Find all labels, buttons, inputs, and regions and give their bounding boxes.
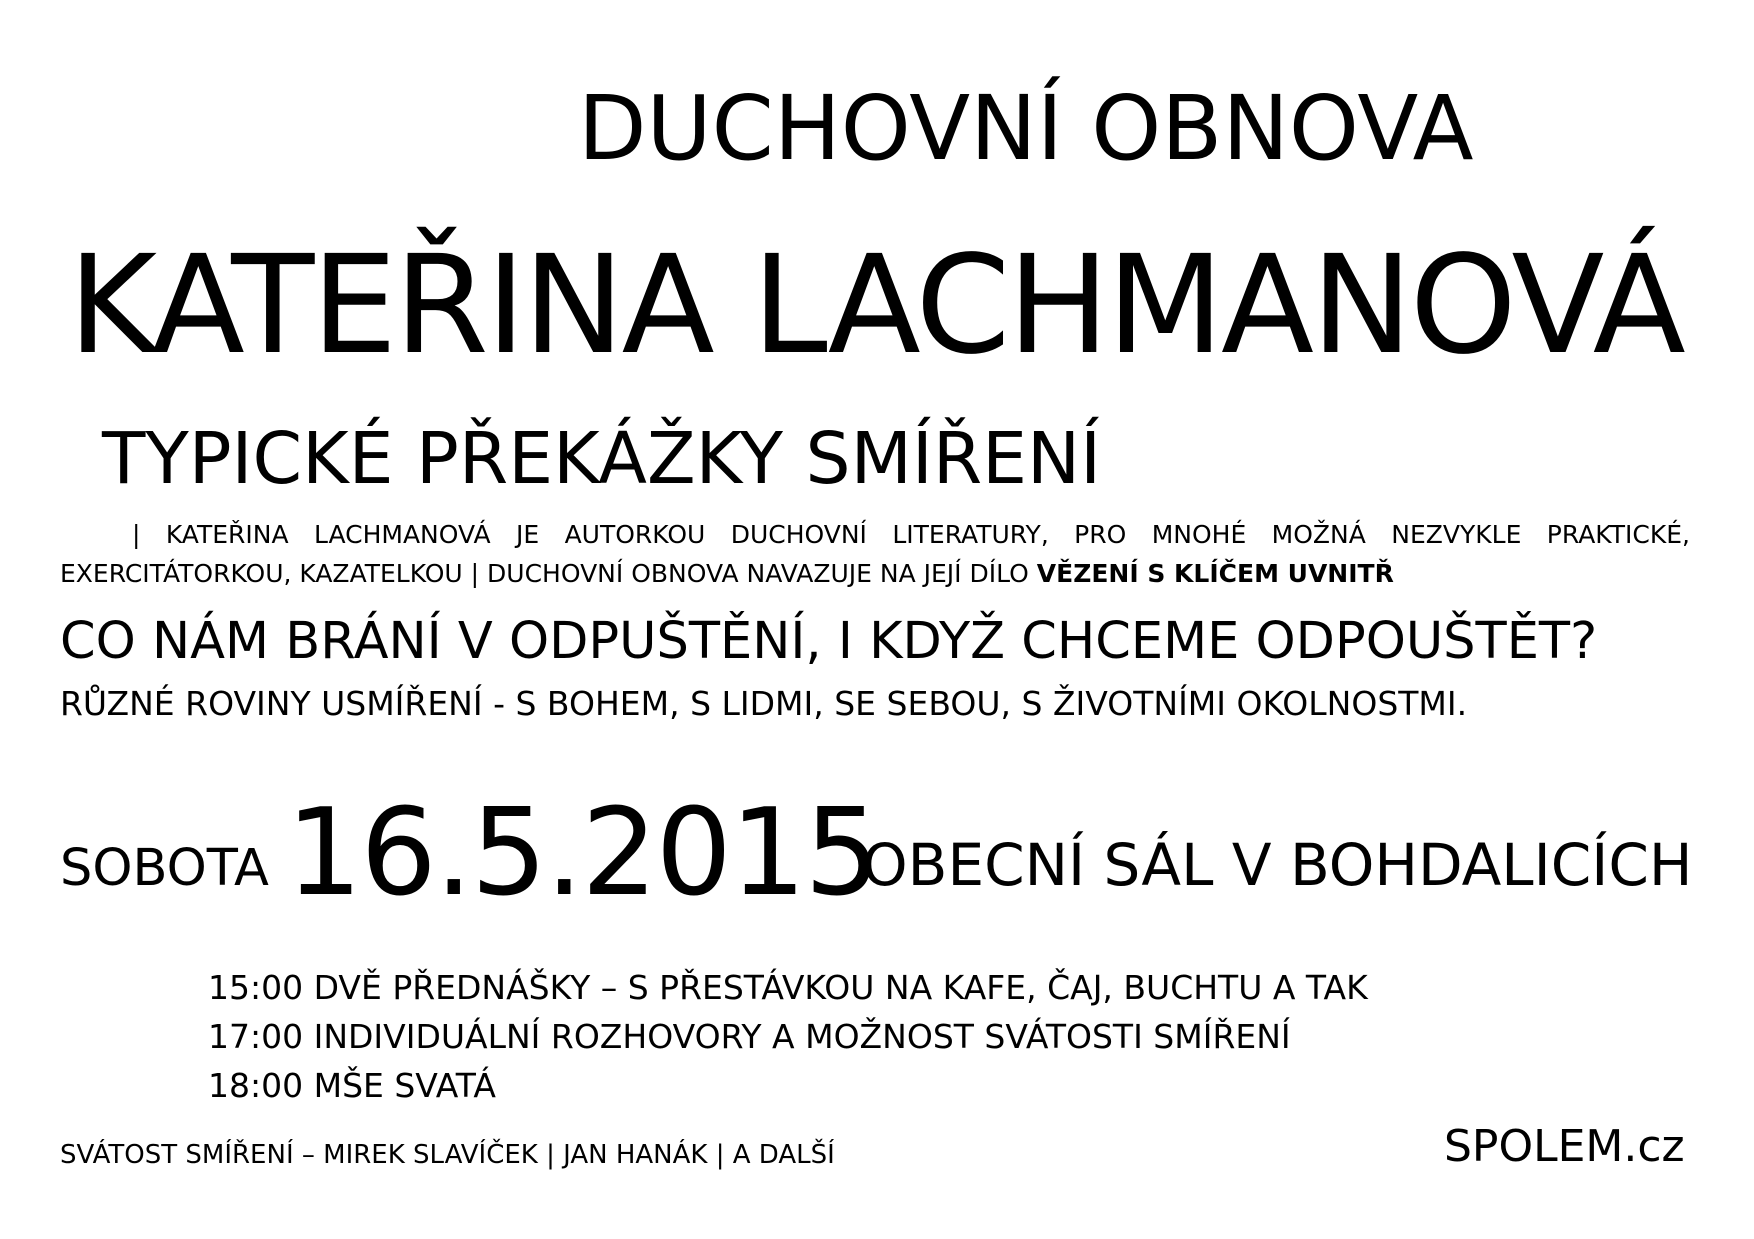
schedule-item: 15:00 DVĚ PŘEDNÁŠKY – S PŘESTÁVKOU NA KAFE, ČAJ, BUCHTU A TAK bbox=[208, 968, 1368, 1007]
schedule-item: 18:00 MŠE SVATÁ bbox=[208, 1066, 496, 1105]
event-day: SOBOTA bbox=[60, 839, 269, 898]
intro-paragraph bbox=[60, 515, 1690, 593]
reconciliation-levels: RŮZNÉ ROVINY USMÍŘENÍ - S BOHEM, S LIDMI, SE SEBOU, S ŽIVOTNÍMI OKOLNOSTMI. bbox=[60, 684, 1468, 723]
event-date: 16.5.2015 bbox=[286, 784, 879, 923]
website-label: SPOLEM.cz bbox=[1444, 1121, 1685, 1172]
book-title: VĚZENÍ S KLÍČEM UVNITŘ bbox=[1036, 559, 1394, 588]
poster-header: DUCHOVNÍ OBNOVA bbox=[578, 76, 1474, 180]
confessors-note: SVÁTOST SMÍŘENÍ – MIREK SLAVÍČEK | JAN HANÁK | A DALŠÍ bbox=[60, 1140, 835, 1170]
topic-title: TYPICKÉ PŘEKÁŽKY SMÍŘENÍ bbox=[102, 417, 1102, 500]
event-venue: OBECNÍ SÁL V BOHDALICÍCH bbox=[862, 831, 1693, 899]
schedule-item: 17:00 INDIVIDUÁLNÍ ROZHOVORY A MOŽNOST SVÁTOSTI SMÍŘENÍ bbox=[208, 1017, 1291, 1056]
schedule-list bbox=[208, 963, 1368, 1110]
intro-text: | KATEŘINA LACHMANOVÁ JE AUTORKOU DUCHOVNÍ LITERATURY, PRO MNOHÉ MOŽNÁ NEZVYKLE PRAKTICKÉ, EXERCITÁTORKOU, KAZATELKOU | DUCHOVNÍ OBNOVA NAVAZUJE NA JEJÍ DÍLO bbox=[60, 520, 1690, 588]
main-question: CO NÁM BRÁNÍ V ODPUŠTĚNÍ, I KDYŽ CHCEME ODPOUŠTĚT? bbox=[60, 612, 1598, 671]
speaker-name: KATEŘINA LACHMANOVÁ bbox=[68, 227, 1683, 385]
